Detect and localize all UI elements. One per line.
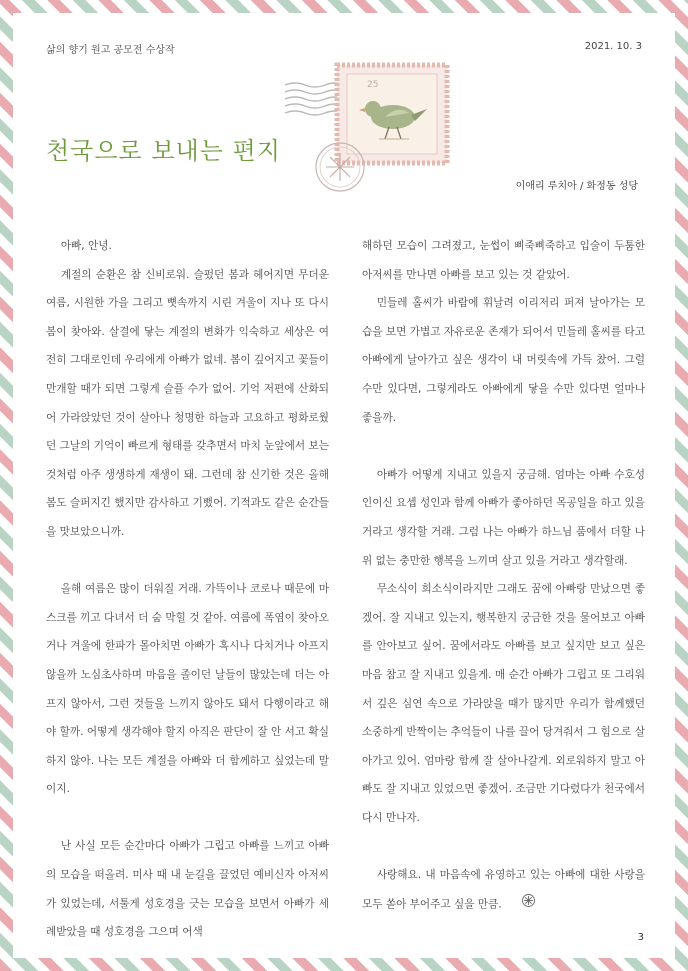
paragraph: 민들레 홀씨가 바람에 휘날려 이리저리 퍼져 날아가는 모습을 보면 가볍고 자유로운 존재가 되어서 민들레 홀씨를 타고 아빠에게 날아가고 싶은 생각이 내 머릿속에 가득 찼어. 그럴 수만 있다면, 그렇게라도 아빠에게 닿을 수만 있다면 얼마나 좋을까. [362, 297, 645, 424]
paragraph: 아빠, 안녕. [60, 240, 112, 252]
stamp-value: 25 [367, 80, 379, 90]
paragraph: 아빠가 어떻게 지내고 있을지 궁금해. 엄마는 아빠 수호성인이신 요셉 성인과 함께 아빠가 좋아하던 목공일을 하고 있을 거라고 생각할 거래. 그럼 나는 아빠가 하느님 품에서 더할 나위 없는 충만한 행복을 느끼며 살고 있을 거라고 생각할래. [362, 468, 645, 567]
letter-title: 천국으로 보내는 편지 [46, 137, 281, 166]
right-column [362, 232, 645, 919]
snowflake-icon [508, 890, 536, 919]
closing-text: 사랑해요. 내 마음속에 유영하고 있는 아빠에 대한 사랑을 모두 쏟아 부어주고 싶을 만큼. [362, 869, 645, 910]
postage-stamp-illustration [285, 55, 475, 195]
paragraph: 난 사실 모든 순간마다 아빠가 그립고 아빠를 느끼고 아빠의 모습을 떠올려. 미사 때 내 눈길을 끌었던 예비신자 아저씨가 있었는데, 서툴게 성호경을 긋는 모습을 보면서 아빠가 세례받았을 때 성호경을 그으며 어색 [46, 840, 329, 939]
paragraph: 올해 여름은 많이 더워질 거래. 가뜩이나 코로나 때문에 마스크를 끼고 다녀서 더 숨 막힐 것 같아. 여름에 폭염이 찾아오거나 겨울에 한파가 몰아치면 아빠가 혹시나 다치거나 아프지 않을까 노심초사하며 마음을 졸이던 날들이 많았는데 더는 아프지 않아서, 그런 것들을 느끼지 않아도 돼서 다행이라고 해야 할까. 어떻게 생각해야 할지 아직은 판단이 잘 안 서고 확실하지 않아. 나는 모든 계절을 아빠와 더 함께하고 싶었는데 말이지. [46, 583, 329, 796]
paragraph: 해하던 모습이 그려졌고, 눈썹이 삐죽삐죽하고 입술이 두툼한 아저씨를 만나면 아빠를 보고 있는 것 같았어. [362, 240, 645, 281]
paragraph: 무소식이 희소식이라지만 그래도 꿈에 아빠랑 만났으면 좋겠어. 잘 지내고 있는지, 행복한지 궁금한 것을 물어보고 아빠를 안아보고 싶어. 꿈에서라도 아빠를 보고 싶지만 보고 싶은 마음 참고 잘 지내고 있을게. 매 순간 아빠가 그립고 또 그리워서 깊은 심연 속으로 가라앉을 때가 많지만 우리가 함께했던 소중하게 반짝이는 추억들이 나를 끌어 당겨줘서 그 힘으로 살아가고 있어. 엄마랑 함께 잘 살아나갈게. 외로워하지 말고 아빠도 잘 지내고 있었으면 좋겠어. 조금만 기다렸다가 천국에서 다시 만나자. [362, 583, 645, 824]
author-line: 이애리 루치아 / 화정동 성당 [515, 181, 638, 192]
paragraph: 계절의 순환은 참 신비로워. 슬펐던 봄과 헤어지면 무더운 여름, 시원한 가을 그리고 뼛속까지 시린 겨울이 지나 또 다시 봄이 찾아와. 살결에 닿는 계절의 변화가 익숙하고 세상은 여전히 그대로인데 우리에게 아빠가 없네. 봄이 깊어지고 꽃들이 만개할 때가 되면 그렇게 슬플 수가 없어. 기억 저편에 산화되어 가라앉았던 것이 살아나 청명한 하늘과 고요하고 평화로웠던 그날의 기억이 빠르게 형태를 갖추면서 마치 눈앞에서 보는 것처럼 아주 생생하게 재생이 돼. 그런데 참 신기한 것은 올해 봄도 슬퍼지긴 했지만 감사하고 기뻤어. 기적과도 같은 순간들을 맛보았으니까. [46, 268, 329, 538]
stamp-icon [337, 65, 447, 163]
postmark-graphic [285, 55, 475, 195]
header-date: 2021. 10. 3 [584, 41, 642, 52]
closing-paragraph [362, 861, 645, 918]
page-number: 3 [637, 932, 644, 943]
header-contest-label: 삶의 향기 원고 공모전 수상작 [46, 45, 175, 56]
left-column [46, 232, 329, 947]
